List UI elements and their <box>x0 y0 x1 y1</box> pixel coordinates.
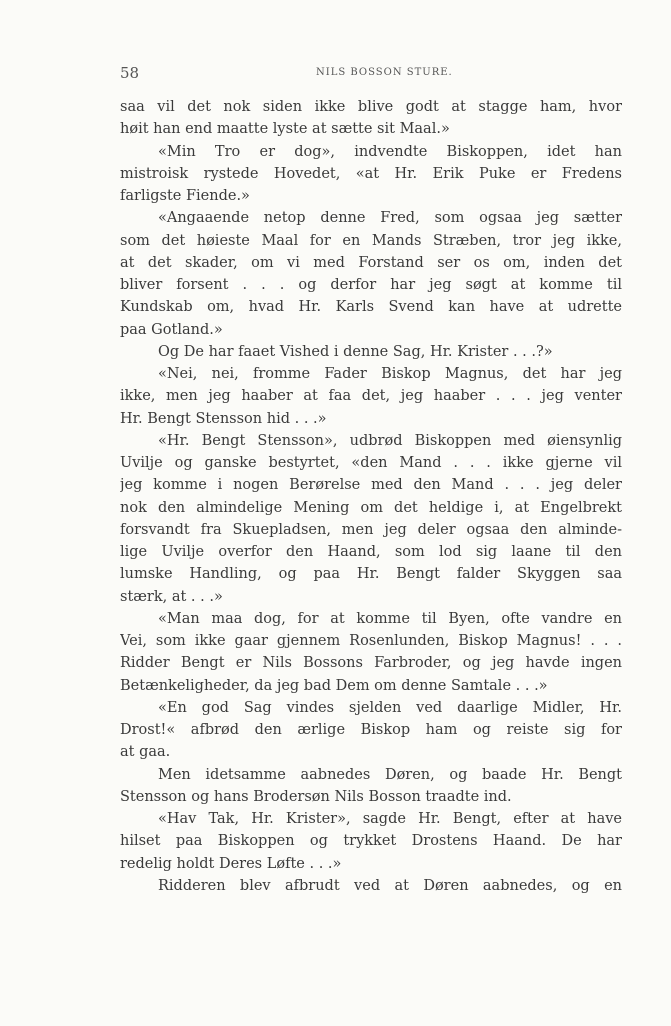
text-line: Og De har faaet Vished i denne Sag, Hr. Krister . . .?» <box>158 343 553 360</box>
text-line: «Angaaende netop denne Fred, som ogsaa jeg sætter <box>158 210 622 227</box>
text-line: at gaa. <box>120 744 171 761</box>
text-line: «Hr. Bengt Stensson», udbrød Biskoppen med øiensynlig <box>158 432 622 449</box>
text-line: jeg komme i nogen Berørelse med den Mand . . . jeg deler <box>120 477 622 494</box>
text-line: lige Uvilje overfor den Haand, som lod sig laane til den <box>120 544 622 560</box>
text-line: Vei, som ikke gaar gjennem Rosenlunden, Biskop Magnus! . . . <box>120 633 622 649</box>
text-line: hilset paa Biskoppen og trykket Drostens Haand. De har <box>120 833 622 850</box>
running-title: NILS BOSSON STURE. <box>316 67 453 78</box>
text-line: ikke, men jeg haaber at faa det, jeg haaber . . . jeg venter <box>120 388 622 405</box>
text-line: «Nei, nei, fromme Fader Biskop Magnus, det har jeg <box>158 366 622 382</box>
page-number: 58 <box>120 64 140 82</box>
text-line: saa vil det nok siden ikke blive godt at stagge ham, hvor <box>120 99 622 115</box>
text-line: redelig holdt Deres Løfte . . .» <box>120 855 342 872</box>
text-line: stærk, at . . .» <box>120 588 223 605</box>
text-line: som det høieste Maal for en Mands Stræben, tror jeg ikke, <box>120 232 622 249</box>
body-text <box>120 96 622 897</box>
text-line: Kundskab om, hvad Hr. Karls Svend kan have at udrette <box>120 299 622 316</box>
text-line: Betænkeligheder, da jeg bad Dem om denne Samtale . . .» <box>120 677 548 694</box>
text-line: farligste Fiende.» <box>120 188 250 204</box>
text-line: «Hav Tak, Hr. Krister», sagde Hr. Bengt, efter at have <box>158 811 622 827</box>
text-line: nok den almindelige Mening om det heldige i, at Engelbrekt <box>120 499 622 516</box>
text-line: at det skader, om vi med Forstand ser os om, inden det <box>120 254 622 271</box>
text-line: «Man maa dog, for at komme til Byen, ofte vandre en <box>158 610 622 627</box>
text-line: Uvilje og ganske bestyrtet, «den Mand . . . ikke gjerne vil <box>120 455 622 471</box>
running-head <box>120 64 622 84</box>
text-line: paa Gotland.» <box>120 321 223 338</box>
text-line: Ridder Bengt er Nils Bossons Farbroder, og jeg havde ingen <box>120 655 622 672</box>
text-line: Stensson og hans Brodersøn Nils Bosson traadte ind. <box>120 788 512 805</box>
text-line: forsvandt fra Skuepladsen, men jeg deler ogsaa den alminde- <box>120 521 622 538</box>
text-line: høit han end maatte lyste at sætte sit Maal.» <box>120 121 450 138</box>
text-line: «En god Sag vindes sjelden ved daarlige Midler, Hr. <box>158 699 622 716</box>
text-line: Drost!« afbrød den ærlige Biskop ham og reiste sig for <box>120 722 622 738</box>
text-line: Hr. Bengt Stensson hid . . .» <box>120 410 327 427</box>
text-line: lumske Handling, og paa Hr. Bengt falder Skyggen saa <box>120 566 622 583</box>
text-line: Ridderen blev afbrudt ved at Døren aabnedes, og en <box>158 877 622 894</box>
text-line: bliver forsent . . . og derfor har jeg søgt at komme til <box>120 277 622 293</box>
text-line: mistroisk rystede Hovedet, «at Hr. Erik Puke er Fredens <box>120 165 622 182</box>
text-line: Men idetsamme aabnedes Døren, og baade Hr. Bengt <box>158 766 622 783</box>
text-line: «Min Tro er dog», indvendte Biskoppen, idet han <box>158 143 622 160</box>
